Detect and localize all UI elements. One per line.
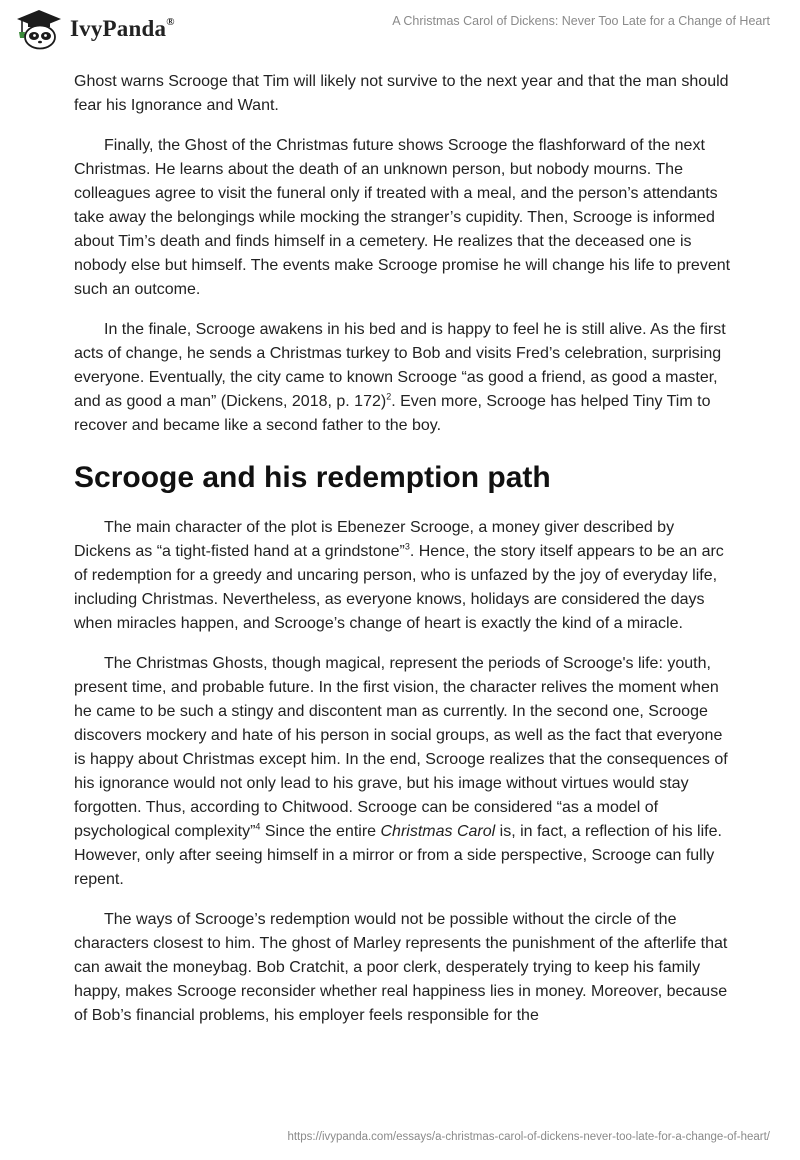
paragraph: The Christmas Ghosts, though magical, represent the periods of Scrooge's life: youth, present time, and probable future. In the first vision, the character relives the moment when he came to be such a stingy and discontent man as currently. In the second one, Scrooge discovers mockery and hate of his person in social groups, as well as the fact that everyone is happy about Christmas except him. In the end, Scrooge realizes that the consequences of his ignorance would not only lead to his grave, but his image without virtues would stay forgotten. Thus, according to Chitwood. Scrooge can be considered “as a model of psychological complexity”$^4$ Since the entire Christmas Carol is, in fact, a reflection of his life. However, only after seeing himself in a mirror or from a side perspective, Scrooge can fully repent.: [74, 655, 728, 888]
page-header: [0, 0, 800, 64]
section-heading: Scrooge and his redemption path: [74, 461, 551, 494]
paragraph: Ghost warns Scrooge that Tim will likely not survive to the next year and that the man should fear his Ignorance and Want.: [74, 73, 729, 114]
brand-name: IvyPanda®: [70, 16, 175, 41]
source-url[interactable]: https://ivypanda.com/essays/a-christmas-carol-of-dickens-never-too-late-for-a-change-of-heart/: [287, 1131, 770, 1143]
paragraph: Finally, the Ghost of the Christmas future shows Scrooge the flashforward of the next Christmas. He learns about the death of an unknown person, but nobody mourns. The colleagues agree to visit the funeral only if treated with a meal, and the person’s attendants take away the belongings while mocking the stranger’s cupidity. Then, Scrooge is informed about Tim’s death and finds himself in a cemetery. He realizes that the deceased one is nobody else but himself. The events make Scrooge promise he will change his life to prevent such an outcome.: [74, 137, 731, 298]
panda-graduate-icon: [14, 8, 64, 50]
document-title: A Christmas Carol of Dickens: Never Too Late for a Change of Heart: [392, 14, 770, 28]
paragraph: The main character of the plot is Ebenezer Scrooge, a money giver described by Dickens as “a tight-fisted hand at a grindstone”$^3$. Hence, the story itself appears to be an arc of redemption for a greedy and uncaring person, who is unfazed by the joy of everyday life, including Christmas. Nevertheless, as everyone knows, holidays are considered the days when miracles happen, and Scrooge’s change of heart is exactly the kind of a miracle.: [74, 519, 724, 632]
logo[interactable]: [14, 8, 175, 50]
essay-body: [74, 70, 734, 1044]
paragraph: In the finale, Scrooge awakens in his bed and is happy to feel he is still alive. As the first acts of change, he sends a Christmas turkey to Bob and visits Fred’s celebration, surprising everyone. Eventually, the city came to known Scrooge “as good a friend, as good a master, and as good a man” (Dickens, 2018, p. 172)$^2$. Even more, Scrooge has helped Tiny Tim to recover and became like a second father to the boy.: [74, 321, 726, 434]
footnote-ref[interactable]: 3: [404, 541, 410, 552]
footnote-ref[interactable]: 2: [386, 391, 392, 402]
paragraph: The ways of Scrooge’s redemption would not be possible without the circle of the characters closest to him. The ghost of Marley represents the punishment of the afterlife that can await the moneybag. Bob Cratchit, a poor clerk, desperately trying to keep his family happy, makes Scrooge reconsider whether real happiness lies in money. Moreover, because of Bob’s financial problems, his employer feels responsible for the: [74, 911, 728, 1024]
footnote-ref[interactable]: 4: [255, 821, 261, 832]
